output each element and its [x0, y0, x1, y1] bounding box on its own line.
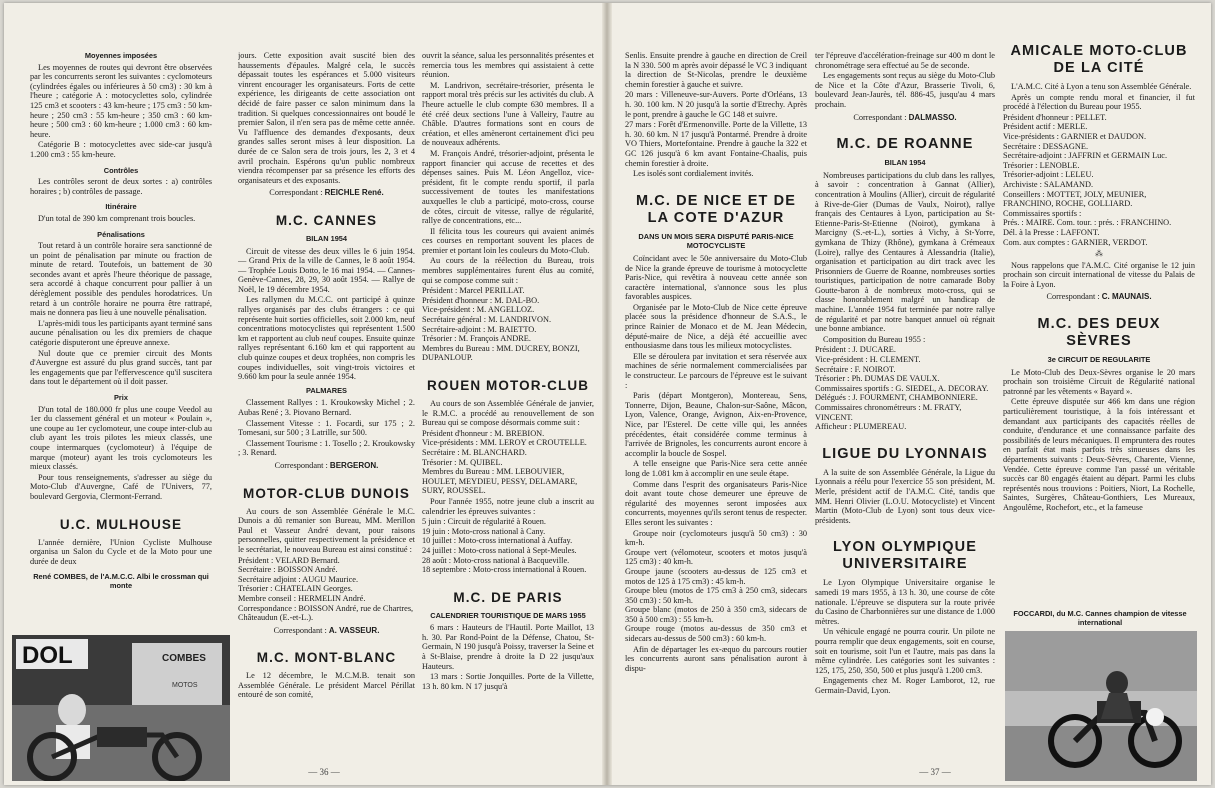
motorcycle-photo-image — [12, 635, 230, 781]
correspondent-name: C. MAUNAIS. — [1101, 292, 1152, 302]
amc-title: AMICALE MOTO-CLUB DE LA CITÉ — [1010, 43, 1188, 76]
nice-text-3: Elle se déroulera par invitation et sera réservée aux machines de série normalement commercialisées par le constructeur. Le parcours de l'épreuve est le suivant : — [625, 351, 807, 390]
roanne-text: Nombreuses participations du club dans les rallyes, à savoir : concentration à Gannat (Allier), concentration à Moulins (Allier), circuit de régularité à Rive-de-Gier (Dumas de Vaulx, Noirot), rallye français des Centaures à Lyon, participation au St-Etienne-Paris-St-Etienne (Noirot), gymkana à Marcigny (S.-et-L.), sorties à Vichy, à St-Yorre, gymkana de Thizy (Rhône), gymkana à Crémeaux (Loire), rallye des Centaures à Alessandria (Italie), organisation et participation au dirt track avec les Prisonniers de Guerre de Roanne, nombreuses sorties touristiques, participation de notre camarade Boby Goutte-baron à de nombreux moto-cross, qui se classe honorablement malgré un handicap de machine. L'année 1954 fut terminée par notre rallye de régularité et par notre banquet annuel où régnait une bonne ambiance. — [815, 170, 995, 334]
paris-text-2: 13 mars : Sortie Jonquilles. Porte de la Villette, 13 h. 80 km. N 17 jusqu'à — [422, 672, 594, 691]
dunois-correspondent — [238, 626, 415, 636]
lou-title: LYON OLYMPIQUE UNIVERSITAIRE — [832, 539, 978, 573]
prix-text-2: Pour tous renseignements, s'adresser au siège du Moto-Club d'Auvergne, Café de l'Univers, 77, boulevard Gergovia, Clermont-Ferrand. — [30, 472, 212, 501]
left-column-1 — [30, 51, 212, 651]
correspondent-label: Correspondant : — [1046, 292, 1102, 302]
paris-march-27: 27 mars : Forêt d'Ermenonville. Porte de la Villette, 13 h. 30. 60 km. N 17 jusqu'à Pontarmé. Prendre à droite VO Thiers, Mortefontaine. Prendre à gauche la 322 et GC 126 jusqu'à 6 km avant Fontaine-Chaalis, puis chemin forestier à droite. — [625, 120, 807, 168]
nice-text: Coïncidant avec le 50e anniversaire du Moto-Club de Nice la grande épreuve de tourisme à motocyclette Paris-Nice, qui revêtira à nouveau cette année son caractère international, s'annonce sous les plus favorables auspices. — [625, 253, 807, 302]
left-column-2 — [238, 51, 415, 771]
amc-correspondent — [1003, 292, 1195, 302]
correspondent-label: Correspondant : — [269, 188, 325, 198]
combes-photo — [12, 635, 230, 781]
motorcycle-racer-photo-image — [1005, 631, 1197, 781]
correspondent-name: REICHLE René. — [324, 188, 384, 198]
itineraire-text: D'un total de 390 km comprenant trois boucles. — [38, 213, 196, 223]
cannes-bilan: BILAN 1954 — [305, 233, 348, 243]
page-number-left: — 36 — — [308, 767, 340, 777]
left-page — [4, 3, 604, 785]
deuxsevres-text-2: Cette épreuve disputée sur 466 km dans une région particulièrement touristique, à la fois intéressant et demandant aux participants des capacités réelles de conduite, d'endurance et une connaissance parfaite des possibilités de leurs mécaniques. Il empruntera des routes en parfait état mais parfois très sinueuses dans les départements suivants : Deux-Sèvres, Charente, Vienne, Vendée. Cette épreuve comme l'an passé un véritable succès car 80 engagés étaient au départ. Parmi les clubs représentés nous trouvions : Poitiers, Niort, La Rochelle, Saintes, Surgères, Château-Gonthiers, Les Mureaux, Angoulême, Rochefort, etc., et la fameuse — [1003, 397, 1195, 512]
right-page — [609, 3, 1211, 785]
prix-heading: Prix — [114, 393, 128, 402]
foccardi-photo — [1005, 631, 1197, 781]
nice-correspondent — [815, 113, 995, 123]
roanne-bureau: Président : J. DUCARE. Vice-président : H. CLEMENT. Secrétaire : F. NOIROT. Trésorier : Ph. DUMAS DE VAULX. Commissaires sportifs : G. SIEDEL, A. DECORAY. Délégués : J. FOURMENT, CHAMBONNIERE. Commissaires chronométreurs : M. FRATY, VINCENT. Afficheur : PLUMEREAU. — [815, 345, 989, 432]
montblanc-continued-text: ouvrit la séance, salua les personnalités présentes et remercia tous les membres qui assistaient à cette réunion. — [422, 51, 594, 80]
paris-closing: Les isolés sont cordialement invités. — [633, 169, 754, 179]
amc-text: L'A.M.C. Cité à Lyon a tenu son Assemblée Générale. — [1011, 82, 1192, 91]
controles-text: Les contrôles seront de deux sortes : a) contrôles horaires ; b) contrôles de passage. — [30, 177, 212, 196]
cannes-text-2: Les rallymen du M.C.C. ont participé à quinze rallyes organisés par des clubs étrangers : ce qui représente huit sorties officielles, soit 2.000 km, neuf concentrations motocyclistes qui représentent 1.500 km et rapportent au club neuf coupes. Ensuite quinze rallyes représentant 6.160 km et qui rapportent au club quinze coupes et deux trophées, non compris les coupes individuelles, soit vingt-trois victoires et 9.660 km pour la seule année 1954. — [238, 295, 415, 382]
penalisations-text-3: Nul doute que ce premier circuit des Monts d'Auvergne est assuré du plus grand succès, tant par les engagements que par l'effervescence qu'il suscitera dans tout le département où il doit passer. — [30, 348, 212, 387]
dunois-text: Au cours de son Assemblée Générale le M.C. Dunois a dû remanier son Bureau, MM. Merillon Paul et Vasseur André devant, pour raisons personnelles, quitter respectivement la présidence et le secrétariat, le nouveau Bureau est ainsi constitué : — [238, 506, 415, 554]
correspondent-label: Correspondant : — [853, 112, 909, 122]
nice-text-5: A telle enseigne que Paris-Nice sera cette année long de 1.081 km à accomplir en une seule étape. — [625, 459, 807, 478]
amc-text-3: Nous rappelons que l'A.M.C. Cité organise le 12 juin prochain son circuit international de vitesse du Palais de la Foire à Lyon. — [1003, 260, 1195, 289]
palmares-rallyes: Classement Rallyes : 1. Kroukowsky Michel ; 2. Aubas René ; 3. Piovano Bernard. — [238, 398, 415, 417]
montblanc-text-2: M. Landrivon, secrétaire-trésorier, présenta le rapport moral très précis sur les activités du club. A l'heure actuelle le club compte 630 membres. Il a été créé deux sections l'une à Valleiry, l'autre au Châble. D'autres formations sont en cours de création, et elles amèneront certainement d'ici peu de nouveaux adhérents. — [422, 80, 594, 148]
cannes-text: Circuit de vitesse des deux villes le 6 juin 1954. — Grand Prix de la ville de Cannes, le 8 août 1954. — Trophée Louis Dotto, le 16 mai 1954. — Cannes-Genève-Cannes, 28, 29, 30 août 1954. — Rallye de Noël, le 19 décembre 1954. — [238, 246, 415, 294]
section-separator-icon: ⁂ — [1095, 249, 1103, 259]
montblanc-text-3: M. François André, trésorier-adjoint, présenta le rapport financier qui accuse de recettes et des dépenses saines. Puis M. Léon Angelloz, vice-président, fit le compte rendu sportif, il parla successivement de toutes les manifestations auxquelles le club a participé, moto-cross, course de côtes, circuit de vitesse, rallye de régularité, rallye de concentrations, etc... — [422, 148, 594, 226]
cannes-title: M.C. CANNES — [275, 212, 378, 228]
rouen-text-2: Pour l'année 1955, notre jeune club a inscrit au calendrier les épreuves suivantes : — [422, 496, 594, 516]
deuxsevres-subtitle: 3e CIRCUIT DE REGULARITE — [1047, 355, 1151, 365]
foccardi-photo-caption: FOCCARDI, du M.C. Cannes champion de vitesse international — [1013, 609, 1187, 627]
lou-text-2: Un véhicule engagé ne pourra courir. Un pilote ne pourra remplir que deux engagements, soit en course, soit en tourisme, soit l'un et l'autre, mais pas dans la même cylindrée. Les catégories sont les suivantes : 125, 175, 250, 350, 500 et plus jusqu'à 1.200 cm3. — [815, 627, 995, 675]
rouen-text: Au cours de son Assemblée Générale de janvier, le R.M.C. a procédé au renouvellement de son Bureau qui se compose désormais comme suit : — [422, 399, 594, 428]
amc-text-2: Après un compte rendu moral et financier, il fut procédé à l'élection du Bureau pour 1955. — [1003, 92, 1195, 112]
nice-continued-text: ter l'épreuve d'accélération-freinage sur 400 m dont le chronométrage sera effectué au 5e de seconde. — [815, 51, 995, 70]
palmares-heading: PALMARES — [306, 385, 347, 395]
nice-title: M.C. DE NICE ET DE LA COTE D'AZUR — [636, 192, 796, 226]
combes-photo-caption: René COMBES, de l'A.M.C.C. Albi le crossman qui monte — [33, 572, 209, 591]
moyennes-heading: Moyennes imposées — [84, 51, 158, 60]
itineraire-heading: Itinéraire — [105, 202, 137, 212]
paris-subtitle: CALENDRIER TOURISTIQUE DE MARS 1955 — [430, 610, 586, 620]
cannes-correspondent — [238, 461, 415, 471]
roanne-bilan: BILAN 1954 — [884, 158, 926, 168]
nice-subtitle: DANS UN MOIS SERA DISPUTÉ PARIS-NICE MOTOCYCLISTE — [638, 231, 794, 251]
ucm-correspondent — [238, 188, 415, 198]
magazine-spread — [4, 3, 1211, 785]
dunois-title: MOTOR-CLUB DUNOIS — [243, 485, 410, 501]
paris-continued-text: Senlis. Ensuite prendre à gauche en direction de Creil la N 330. 500 m après avoir dépassé le VC 3 indiquant la direction de St-Nicolas, prendre le deuxième chemin forestier à gauche et suivre. — [625, 51, 807, 89]
amc-bureau: Président d'honneur : PELLET. Président actif : MERLE. Vice-présidents : GARNIER et DAUDON. Secrétaire : DESSAGNE. Secrétaire-adjoint : JAFFRIN et GERMAIN Luc. Trésorier : LENOBLE. Trésorier-adjoint : LELEU. Archiviste : SALAMAND. Conseillers : MOTTET, JOLY, MEUNIER, FRANCHINO, ROCHE, GOLLIARD. Commissaires sportifs : Prés. : MAIRE. Com. tour. : prés. : FRANCHINO. Dél. à la Presse : LAFFONT. Com. aux comptes : GARNIER, VERDOT. — [1003, 112, 1172, 247]
nice-text-4: Paris (départ Montgeron), Montereau, Sens, Tonnerre, Dijon, Beaune, Chalon-sur-Saône, Mâcon, Lyon, Valence, Orange, Avignon, Aix-en-Provence, Nice, par l'Esterel. De cette ville qui, les années précédentes, était considérée comme terminus à l'arrivée de Brignoles, les concurrents auront encore à accomplir la boucle de Sospel. — [625, 391, 807, 458]
nice-text-7: Afin de départager les ex-æquo du parcours routier les concurrents auront sans pénalisation auront à dispu- — [625, 644, 807, 673]
right-column-1 — [625, 51, 807, 771]
rouen-dates: 5 juin : Circuit de régularité à Rouen. 19 juin : Moto-cross national à Cany. 10 juillet : Moto-cross international à Auffay. 24 juillet : Moto-cross national à Sept-Meules. 28 août : Moto-cross national à Bacqueville. 18 septembre : Moto-cross international à Rouen. — [422, 517, 587, 575]
rouen-bureau: Président d'honneur : M. BREBION. Vice-présidents : MM. LEROY et CROUTELLE. Secrétaire : M. BLANCHARD. Trésorier : M. QUIBEL. Membres du Bureau : MM. LEBOUVIER, HOULET, MEYDIEU, PESSY, DELAMARE, SURY, ROUSSEL. — [422, 428, 587, 496]
prix-text: D'un total de 180.000 fr plus une coupe Veedol au 1er du classement général et un moteur « Poulain », une coupe au 1er cyclomoteur, une coupe inter-club au club ayant les trois pilotes les mieux classés, une coupe intermarques (cyclomoteur) à l'équipe de marque (moteur) ayant les trois cyclomoteurs les mieux classés. — [30, 404, 212, 472]
nice-groups: Groupe noir (cyclomoteurs jusqu'à 50 cm3) : 30 km-h. Groupe vert (vélomoteur, scooters et motos jusqu'à 125 cm3) : 40 km-h. Groupe jaune (scooters au-dessus de 125 cm3 et motos de 125 à 175 cm3) : 45 km-h. Groupe bleu (motos de 175 cm3 à 250 cm3, sidecars 350 cm3) : 50 km-h. Groupe blanc (motos de 250 à 350 cm3, sidecars de 350 à 500 cm3) : 55 km-h. Groupe rouge (motos au-dessus de 350 cm3 et sidecars au-dessus de 500 cm3) : 60 km-h. — [625, 528, 807, 644]
moyennes-text-2: Catégorie B : motocyclettes avec side-car jusqu'à 1.200 cm3 : 55 km-heure. — [30, 140, 212, 159]
correspondent-name: A. VASSEUR. — [328, 625, 380, 635]
controles-heading: Contrôles — [103, 165, 139, 175]
paris-text: 6 mars : Hauteurs de l'Hautil. Porte Maillot, 13 h. 30. Par Rond-Point de la Défense, Chatou, St-Germain, N 190 jusqu'à Poissy, traverser la Seine et à St-Blaise, prendre à droite la D 22 jusqu'aux Hauteurs. — [422, 623, 594, 671]
combes-sign-text: COMBES — [162, 653, 206, 664]
montblanc-text-5: Au cours de la réélection du Bureau, trois membres supplémentaires furent élus au comité, qui se compose comme suit : — [422, 256, 594, 285]
roanne-text-2: Composition du Bureau 1955 : — [823, 334, 926, 344]
ucm-title: U.C. MULHOUSE — [59, 516, 183, 532]
montblanc-text: Le 12 décembre, le M.C.M.B. tenait son Assemblée Générale. Le président Marcel Périllat entouré de son comité, — [238, 671, 415, 700]
paris-title: M.C. DE PARIS — [453, 589, 563, 605]
dol-sign-text: DOL — [22, 642, 73, 669]
lou-text: Le Lyon Olympique Universitaire organise le samedi 19 mars 1955, à 13 h. 30, une course de côte nationale. L'épreuve se disputera sur la route privée du Casino de Charbonnières sur une distance de 1.000 mètres. — [815, 578, 995, 626]
lyonnais-title: LIGUE DU LYONNAIS — [822, 445, 988, 462]
palmares-tourisme: Classement Tourisme : 1. Tosello ; 2. Kroukowsky ; 3. Renard. — [238, 438, 415, 458]
right-column-2 — [815, 51, 995, 771]
roanne-title: M.C. DE ROANNE — [836, 136, 974, 153]
nice-text-6: Comme dans l'esprit des organisateurs Paris-Nice doit avant toute chose demeurer une épreuve de régularité des moyennes seront imposées aux concurrents, moyennes qu'ils seront tenus de respecter. Elles seront les suivantes : — [625, 479, 807, 527]
dunois-bureau: Président : VELARD Bernard. Secrétaire : BOISSON André. Secrétaire adjoint : AUGU Maurice. Trésorier : CHATELAIN Georges. Membre conseil : HERMELIN André. Correspondance : BOISSON André, rue de Chartres, Châteaudun (E.-et-L.). — [238, 555, 414, 623]
montblanc-title: M.C. MONT-BLANC — [256, 650, 397, 666]
page-number-right: — 37 — — [919, 767, 951, 777]
penalisations-heading: Pénalisations — [97, 229, 145, 239]
deuxsevres-title: M.C. DES DEUX SÈVRES — [1037, 316, 1161, 350]
right-column-3 — [1003, 43, 1195, 613]
nice-continued-text-2: Les engagements sont reçus au siège du Moto-Club de Nice et la Côte d'Azur, Brasserie Tivoli, 6, boulevard Jean-Jaurès, tél. 886-45, jusqu'au 4 mars prochain. — [815, 71, 995, 109]
lou-text-3: Engagements chez M. Roger Lamborot, 12, rue Germain-David, Lyon. — [815, 676, 995, 695]
palmares-vitesse: Classement Vitesse : 1. Focardi, sur 175 ; 2. Tomesani, sur 500 ; 3 Latrille, sur 500. — [238, 418, 415, 438]
rouen-title: ROUEN MOTOR-CLUB — [426, 378, 590, 393]
correspondent-name: BERGERON. — [329, 460, 379, 470]
correspondent-label: Correspondant : — [273, 625, 329, 635]
moyennes-text: Les moyennes de routes qui devront être observées par les concurrents seront les suivantes : cyclomoteurs (cylindrées égales ou inférieures à 50 cm3) : 30 km à l'heure ; catégorie A : motocyclettes solo, cylindrée 125 cm3 et scooters : 43 km-heure ; 175 cm3 : 50 km-heure ; 250 cm3 : 55 km-heure ; 350 cm3 : 60 km-heure ; 500 cm3 : 60 km-heure ; 1.000 cm3 : 60 km-heure. — [30, 62, 212, 139]
correspondent-label: Correspondant : — [274, 460, 330, 470]
penalisations-text: Tout retard à un contrôle horaire sera sanctionné de un point de pénalisation par minute ou fraction de minute de retard. Toutefois, un battement de 30 secondes avant et après l'heure théorique de passage, sera accordé à chaque concurrent pour pallier à un dérèglement possible des pendules horodatrices. Un retard à un contrôle horaire ne pourra être rattrapé, mais ne donnera pas lieu à une nouvelle pénalisation. — [30, 241, 212, 318]
motos-sign-text: MOTOS — [172, 682, 198, 689]
ucm-text: L'année dernière, l'Union Cycliste Mulhouse organisa un Salon du Cycle et de la Moto pour une durée de deux — [30, 537, 212, 566]
left-column-3 — [422, 51, 594, 766]
montblanc-bureau: Président : Marcel PERILLAT. Président d'honneur : M. DAL-BO. Vice-président : M. ANGELLOZ. Secrétaire général : M. LANDRIVON. Secrétaire-adjoint : M. BAIETTO. Trésorier : M. François ANDRE. Membres du Bureau : MM. DUCREY, BONZI, DUPANLOUP. — [422, 286, 580, 363]
lyonnais-text: A la suite de son Assemblée Générale, la Ligue du Lyonnais a réélu pour l'exercice 55 son président, M. Merle, président actif de l'A.M.C. Cité, tandis que MM. Henri Olivier (L.O.U. Motocycliste) et Vincent Martin (Moto-Club de Lyon) sont tous deux vice-présidents. — [815, 467, 995, 525]
ucm-continued-text: jours. Cette exposition avait suscité bien des haussements d'épaules. Malgré cela, le succès dépassait toutes les espérances et 5.000 visiteurs vinrent encourager les organisateurs. Forts de cette expérience, les dirigeants de cette association ont décidé de faire passer ce salon minimum dans la tradition. Si quelques concessionnaires ont boudé le premier Salon, il n'en sera pas de même cette année. Vu l'affluence des demandes d'exposants, deux grandes salles seront mises à leur disposition. La durée de ce Salon sera de trois jours, les 2, 3 et 4 avril prochain. Espérons qu'un public nombreux viendra récompenser par sa présence les efforts des organisateurs et des exposants. — [238, 51, 415, 185]
montblanc-text-4: Il félicita tous les coureurs qui avaient animés ces courses en remportant souvent les places de premier et portant loin les couleurs du Moto-Club. — [422, 226, 594, 255]
deuxsevres-text: Le Moto-Club des Deux-Sèvres organise le 20 mars prochain son troisième Circuit de Régularité national patronné par les vêtements « Bayard ». — [1003, 367, 1195, 396]
nice-text-2: Organisée par le Moto-Club de Nice cette épreuve placée sous la présidence d'honneur de S.A.S., le prince Rainier de Monaco et de M. Jean Médecin, député-maire de Nice, a déjà été accueillie avec enthousiasme dans tous les milieux motocyclistes. — [625, 302, 807, 351]
correspondent-name: DALMASSO. — [908, 112, 957, 122]
penalisations-text-2: L'après-midi tous les participants ayant terminé sans aucune pénalisation ou les dix premiers de chaque catégorie disputeront une épreuve annexe. — [30, 318, 212, 348]
paris-march-20: 20 mars : Villeneuve-sur-Auvers. Porte d'Orléans, 13 h. 30. 100 km. N 20 jusqu'à la sortie d'Etrechy. Après le pont, prendre à gauche le GC 148 et suivre. — [625, 90, 807, 119]
